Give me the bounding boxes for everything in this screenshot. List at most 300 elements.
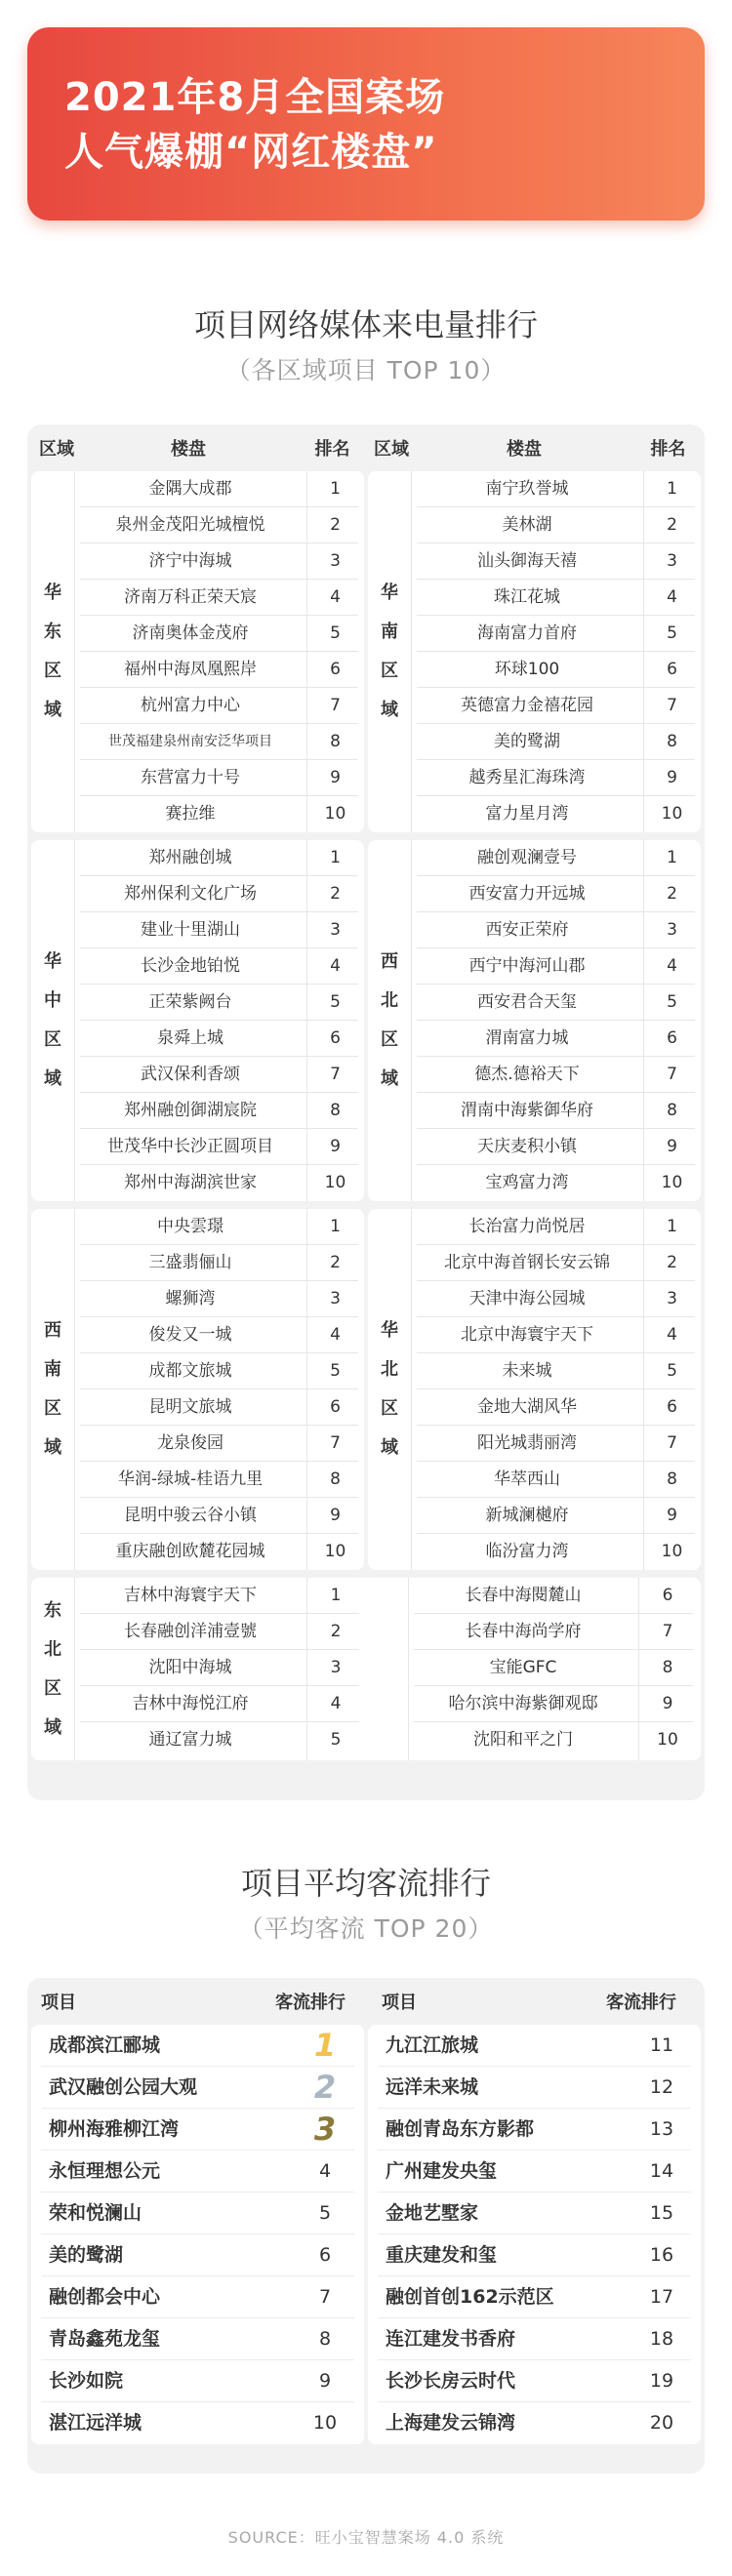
project-name: 德杰.德裕天下 <box>474 1065 580 1084</box>
section2-table <box>27 1978 705 2474</box>
region-label-char: 西 <box>44 1320 61 1341</box>
project-name: 长春中海閱麓山 <box>465 1586 582 1605</box>
project-name: 三盛翡俪山 <box>148 1253 232 1272</box>
header-region: 区域 <box>39 439 74 460</box>
list-item <box>31 2109 364 2151</box>
rank-number: 1 <box>667 848 677 867</box>
header-project: 楼盘 <box>171 439 206 460</box>
section1-title: 项目网络媒体来电量排行 <box>193 306 538 343</box>
rank-number: 7 <box>330 1433 341 1453</box>
rank-number: 3 <box>330 1658 342 1677</box>
rank-number: 14 <box>649 2160 674 2182</box>
project-name: 西宁中海河山郡 <box>468 956 586 976</box>
table-row <box>74 580 364 616</box>
rank-number: 6 <box>318 2244 332 2266</box>
rank-number: 5 <box>667 624 677 643</box>
rank-number: 1 <box>330 848 341 867</box>
rank-number: 3 <box>667 920 677 940</box>
rank-number: 6 <box>330 660 341 679</box>
section2-title: 项目平均客流排行 <box>240 1865 491 1902</box>
project-name: 昆明文旅城 <box>148 1397 232 1417</box>
region-block <box>368 471 701 832</box>
header-project: 楼盘 <box>507 439 542 460</box>
project-name: 重庆建发和玺 <box>386 2244 498 2266</box>
table-row <box>411 840 701 876</box>
list-item <box>368 2193 701 2234</box>
region-label-char: 中 <box>44 990 61 1011</box>
table-row <box>74 796 364 832</box>
project-name: 北京中海首钢长安云锦 <box>444 1253 610 1272</box>
project-name: 渭南中海紫御华府 <box>461 1101 593 1120</box>
region-label-char: 南 <box>381 622 398 642</box>
project-name: 杭州富力中心 <box>141 696 240 715</box>
source-note: SOURCE：旺小宝智慧案场 4.0 系统 <box>227 2528 505 2547</box>
project-name: 泉舜上城 <box>157 1028 224 1048</box>
project-name: 融创都会中心 <box>49 2286 161 2308</box>
region-label-char: 北 <box>381 1359 398 1380</box>
table-row <box>74 1209 364 1245</box>
region-label-char: 域 <box>44 1716 61 1738</box>
table-row <box>408 1578 699 1614</box>
rank-number: 10 <box>312 2412 338 2434</box>
project-name: 武汉保利香颂 <box>141 1065 240 1084</box>
list-item <box>368 2109 701 2151</box>
rank-number: 7 <box>667 1065 677 1084</box>
table-row <box>408 1722 699 1758</box>
rank-number: 8 <box>667 732 677 751</box>
project-name: 长春中海尚学府 <box>465 1622 582 1641</box>
project-name: 吉林中海悦江府 <box>132 1694 249 1713</box>
list-item <box>368 2276 701 2318</box>
project-name: 长沙金地铂悦 <box>141 956 240 976</box>
region-block <box>31 840 364 1201</box>
table-row <box>74 1534 364 1570</box>
project-name: 长春融创洋浦壹號 <box>124 1622 257 1641</box>
table-row <box>411 1426 701 1462</box>
rank-number: 15 <box>649 2202 674 2224</box>
project-name: 金隅大成郡 <box>148 479 232 499</box>
header-region: 区域 <box>374 439 409 460</box>
project-name: 通辽富力城 <box>148 1730 232 1750</box>
project-name: 海南富力首府 <box>477 624 577 643</box>
table-row <box>411 760 701 796</box>
table-row <box>74 1614 365 1650</box>
table-row <box>74 760 364 796</box>
list-item <box>368 2067 701 2109</box>
region-label-char: 西 <box>381 951 398 972</box>
project-name: 西安富力开远城 <box>468 884 586 904</box>
rank-number: 9 <box>667 1506 677 1525</box>
rank-number: 4 <box>330 587 341 607</box>
project-name: 沈阳和平之门 <box>473 1730 573 1750</box>
rank-number: 6 <box>330 1397 341 1417</box>
list-item <box>31 2276 364 2318</box>
banner-title-line2: 人气爆棚“网红楼盘” <box>64 130 438 175</box>
table-row <box>411 1129 701 1165</box>
rank-number: 6 <box>667 1028 677 1048</box>
project-name: 郑州融创御湖宸院 <box>124 1101 257 1120</box>
project-name: 长沙如院 <box>49 2370 124 2392</box>
rank-number: 11 <box>649 2034 674 2056</box>
table-row <box>74 1057 364 1093</box>
table-row <box>411 616 701 652</box>
table-row <box>411 543 701 580</box>
rank-number: 5 <box>330 1730 342 1750</box>
project-name: 越秀星汇海珠湾 <box>468 768 586 787</box>
region-label-char: 区 <box>44 1029 61 1050</box>
table-row <box>74 1389 364 1426</box>
region-block <box>368 1209 701 1570</box>
list-item <box>31 2234 364 2276</box>
project-name: 南宁玖誉城 <box>485 479 569 499</box>
rank-number: 2 <box>667 1253 677 1272</box>
section2-subtitle: （平均客流 TOP 20） <box>238 1914 494 1943</box>
rank-number: 1 <box>330 1586 342 1605</box>
rank-number: 3 <box>667 551 677 571</box>
region-label-char: 区 <box>44 661 61 681</box>
table-row <box>411 1317 701 1353</box>
project-name: 俊发又一城 <box>148 1325 232 1345</box>
rank-number: 6 <box>330 1028 341 1048</box>
project-name: 武汉融创公园大观 <box>49 2076 198 2098</box>
table-row <box>411 876 701 912</box>
project-name: 赛拉维 <box>165 804 216 824</box>
rank-number: 3 <box>330 551 341 571</box>
project-name: 东营富力十号 <box>141 768 240 787</box>
project-name: 青岛鑫苑龙玺 <box>49 2328 161 2350</box>
project-name: 郑州中海湖滨世家 <box>124 1173 257 1192</box>
rank-number: 5 <box>330 1361 341 1381</box>
project-name: 新城澜樾府 <box>485 1506 569 1525</box>
traffic-list-left <box>31 2025 364 2444</box>
rank-number: 7 <box>318 2286 332 2308</box>
rank-number: 13 <box>649 2118 674 2140</box>
region-label-char: 域 <box>44 700 61 720</box>
rank-number: 10 <box>661 1173 683 1192</box>
project-name: 郑州融创城 <box>148 848 232 867</box>
table-row <box>411 471 701 507</box>
region-label <box>370 840 409 1201</box>
table-row <box>74 1021 364 1057</box>
region-label <box>33 471 72 832</box>
region-label <box>33 1578 72 1760</box>
rank-number: 9 <box>662 1694 673 1713</box>
list-item <box>31 2067 364 2109</box>
project-name: 上海建发云锦湾 <box>386 2412 516 2434</box>
project-name: 美的鹭湖 <box>494 732 560 751</box>
list-item <box>31 2318 364 2360</box>
project-name: 未来城 <box>502 1361 552 1381</box>
project-name: 融创首创162示范区 <box>386 2286 554 2308</box>
region-label <box>33 840 72 1201</box>
rank-number: 6 <box>667 660 677 679</box>
project-name: 金地大湖风华 <box>477 1397 577 1417</box>
project-name: 世茂华中长沙正圆项目 <box>107 1137 273 1156</box>
rank-number: 2 <box>330 1622 342 1641</box>
project-name: 吉林中海寰宇天下 <box>124 1586 257 1605</box>
project-name: 华萃西山 <box>494 1469 560 1489</box>
rank-number: 6 <box>662 1586 673 1605</box>
region-label-char: 北 <box>44 1638 61 1660</box>
rank-number: 3 <box>667 1289 677 1308</box>
region-label-char: 域 <box>381 700 398 720</box>
table-row <box>408 1686 699 1722</box>
list-item <box>368 2025 701 2067</box>
rank-number: 4 <box>667 1325 677 1345</box>
table-row <box>74 1686 365 1722</box>
region-block <box>31 1209 364 1570</box>
project-name: 融创观澜壹号 <box>477 848 577 867</box>
table-row <box>411 1021 701 1057</box>
region-label-char: 华 <box>381 583 398 603</box>
rank-number: 17 <box>649 2286 674 2308</box>
rank-number: 4 <box>330 1325 341 1345</box>
table-row <box>74 1722 365 1758</box>
project-name: 郑州保利文化广场 <box>124 884 257 904</box>
table-row <box>74 543 364 580</box>
list-item <box>31 2193 364 2234</box>
rank-number: 19 <box>649 2370 674 2392</box>
rank-number: 10 <box>324 1173 346 1192</box>
table-row <box>74 1245 364 1281</box>
rank-number: 5 <box>318 2202 332 2224</box>
rank-number: 9 <box>318 2370 332 2392</box>
project-name: 渭南富力城 <box>485 1028 569 1048</box>
rank-number: 1 <box>330 479 341 499</box>
project-name: 美林湖 <box>502 515 552 535</box>
rank-number: 7 <box>667 696 677 715</box>
project-name: 福州中海凤凰熙岸 <box>124 660 257 679</box>
table-row <box>411 1057 701 1093</box>
table-row <box>411 1389 701 1426</box>
medal-rank: 1 <box>313 2027 337 2064</box>
region-label-char: 区 <box>44 1398 61 1419</box>
region-label-char: 北 <box>381 990 398 1011</box>
rank-number: 4 <box>330 956 341 976</box>
rank-number: 2 <box>667 515 677 535</box>
table-row <box>411 985 701 1021</box>
project-name: 长治富力尚悦居 <box>468 1217 586 1236</box>
rank-number: 5 <box>330 624 341 643</box>
project-name: 长沙长房云时代 <box>386 2370 516 2392</box>
rank-number: 8 <box>667 1469 677 1489</box>
table-row <box>74 1426 364 1462</box>
table-row <box>74 985 364 1021</box>
rank-number: 7 <box>330 696 341 715</box>
project-name: 华润-绿城-桂语九里 <box>117 1469 264 1489</box>
table-row <box>408 1650 699 1686</box>
table-row <box>74 912 364 948</box>
table-row <box>411 1534 701 1570</box>
table-row <box>74 652 364 688</box>
table-row <box>411 652 701 688</box>
table-row <box>411 724 701 760</box>
project-name: 北京中海寰宇天下 <box>461 1325 593 1345</box>
rank-number: 7 <box>667 1433 677 1453</box>
region-block <box>31 471 364 832</box>
project-name: 龙泉俊园 <box>157 1433 224 1453</box>
region-label-char: 华 <box>381 1320 398 1341</box>
table-row <box>74 688 364 724</box>
rank-number: 8 <box>662 1658 673 1677</box>
rank-number: 5 <box>330 992 341 1012</box>
rank-number: 2 <box>667 884 677 904</box>
project-name: 荣和悦澜山 <box>49 2202 142 2224</box>
project-name: 建业十里湖山 <box>141 920 240 940</box>
project-name: 汕头御海天禧 <box>477 551 577 571</box>
rank-number: 10 <box>324 1542 346 1561</box>
table2-header-left <box>27 1986 364 2021</box>
rank-number: 9 <box>330 1137 341 1156</box>
project-name: 昆明中骏云谷小镇 <box>124 1506 257 1525</box>
table-row <box>74 1353 364 1389</box>
region-label <box>370 1209 409 1570</box>
project-name: 环球100 <box>494 660 560 679</box>
header-banner <box>27 27 705 221</box>
project-name: 中央雲璟 <box>157 1217 224 1236</box>
table-row <box>411 1498 701 1534</box>
project-name: 英德富力金禧花园 <box>461 696 593 715</box>
project-name: 九江江旅城 <box>386 2034 479 2056</box>
medal-rank: 3 <box>313 2111 337 2148</box>
table-row <box>411 580 701 616</box>
rank-number: 3 <box>330 920 341 940</box>
rank-number: 7 <box>662 1622 673 1641</box>
table-row <box>411 796 701 832</box>
region-label <box>370 471 409 832</box>
project-name: 临汾富力湾 <box>485 1542 569 1561</box>
rank-number: 4 <box>330 1694 342 1713</box>
header-rank: 排名 <box>650 439 686 460</box>
project-name: 珠江花城 <box>494 587 560 607</box>
project-name: 泉州金茂阳光城檀悦 <box>115 515 265 535</box>
project-name: 阳光城翡丽湾 <box>477 1433 577 1453</box>
region-label-char: 域 <box>44 1437 61 1458</box>
table-header-left <box>27 432 364 467</box>
rank-number: 5 <box>667 1361 677 1381</box>
table-row <box>74 1129 364 1165</box>
list-item <box>368 2402 701 2444</box>
rank-number: 4 <box>667 587 677 607</box>
region-label-char: 华 <box>44 583 61 603</box>
region-label-char: 华 <box>44 951 61 972</box>
project-name: 金地艺墅家 <box>386 2202 479 2224</box>
traffic-list-right <box>368 2025 701 2444</box>
region-label-char: 东 <box>44 622 61 642</box>
table-row <box>411 1093 701 1129</box>
table-row <box>411 1209 701 1245</box>
project-name: 世茂福建泉州南安泛华项目 <box>108 734 272 749</box>
region-label-char: 东 <box>44 1599 61 1621</box>
project-name: 济南万科正荣天宸 <box>124 587 257 607</box>
project-name: 沈阳中海城 <box>148 1658 232 1677</box>
rank-number: 8 <box>330 1469 341 1489</box>
table-row <box>411 912 701 948</box>
rank-number: 1 <box>330 1217 341 1236</box>
list-item <box>368 2151 701 2193</box>
list-item <box>31 2360 364 2402</box>
medal-rank: 2 <box>313 2069 337 2106</box>
region-label-char: 南 <box>44 1359 61 1380</box>
section1-subtitle: （各区域项目 TOP 10） <box>225 356 507 384</box>
rank-number: 3 <box>330 1289 341 1308</box>
table-row <box>411 948 701 985</box>
table-row <box>74 948 364 985</box>
table-row <box>411 1165 701 1201</box>
table-row <box>411 1353 701 1389</box>
list-item <box>368 2360 701 2402</box>
rank-number: 12 <box>649 2076 674 2098</box>
project-name: 连江建发书香府 <box>386 2328 516 2350</box>
table-row <box>74 1093 364 1129</box>
project-name: 宝鸡富力湾 <box>485 1173 569 1192</box>
region-label-char: 区 <box>381 1029 398 1050</box>
table-row <box>411 507 701 543</box>
project-name: 西安君合天玺 <box>477 992 577 1012</box>
region-label <box>33 1209 72 1570</box>
rank-number: 4 <box>667 956 677 976</box>
rank-number: 2 <box>330 1253 341 1272</box>
table-row <box>74 616 364 652</box>
rank-number: 9 <box>330 1506 341 1525</box>
table-row <box>74 1578 365 1614</box>
rank-number: 8 <box>330 732 341 751</box>
table-row <box>74 840 364 876</box>
table-row <box>74 1462 364 1498</box>
rank-number: 8 <box>330 1101 341 1120</box>
region-label-char: 区 <box>381 1398 398 1419</box>
header-traffic-rank: 客流排行 <box>606 1992 676 2013</box>
table-row <box>411 1462 701 1498</box>
rank-number: 2 <box>330 884 341 904</box>
list-item <box>31 2025 364 2067</box>
rank-number: 4 <box>318 2160 332 2182</box>
project-name: 富力星月湾 <box>485 804 569 824</box>
table-row <box>74 724 364 760</box>
table-row <box>74 1650 365 1686</box>
table-header-right <box>368 432 705 467</box>
header-traffic-rank: 客流排行 <box>275 1992 346 2013</box>
region-label-char: 域 <box>381 1437 398 1458</box>
rank-number: 18 <box>649 2328 674 2350</box>
project-name: 济宁中海城 <box>148 551 232 571</box>
project-name: 天庆麦积小镇 <box>477 1137 577 1156</box>
rank-number: 10 <box>657 1730 678 1750</box>
rank-number: 1 <box>667 1217 677 1236</box>
region-label-char: 域 <box>381 1068 398 1089</box>
header-project: 项目 <box>41 1992 76 2013</box>
table-row <box>74 471 364 507</box>
project-name: 成都文旅城 <box>148 1361 232 1381</box>
rank-number: 10 <box>661 1542 683 1561</box>
project-name: 宝能GFC <box>489 1658 557 1677</box>
rank-number: 16 <box>649 2244 674 2266</box>
rank-number: 5 <box>667 992 677 1012</box>
table-row <box>74 876 364 912</box>
project-name: 成都滨江郦城 <box>49 2034 161 2056</box>
rank-number: 1 <box>667 479 677 499</box>
table-row <box>74 1281 364 1317</box>
list-item <box>31 2402 364 2444</box>
rank-number: 8 <box>667 1101 677 1120</box>
section1-table <box>27 424 705 1800</box>
table2-header-right <box>368 1986 705 2021</box>
table-row <box>411 1245 701 1281</box>
rank-number: 9 <box>667 768 677 787</box>
rank-number: 10 <box>661 804 683 824</box>
project-name: 西安正荣府 <box>485 920 569 940</box>
project-name: 融创青岛东方影都 <box>386 2118 535 2140</box>
